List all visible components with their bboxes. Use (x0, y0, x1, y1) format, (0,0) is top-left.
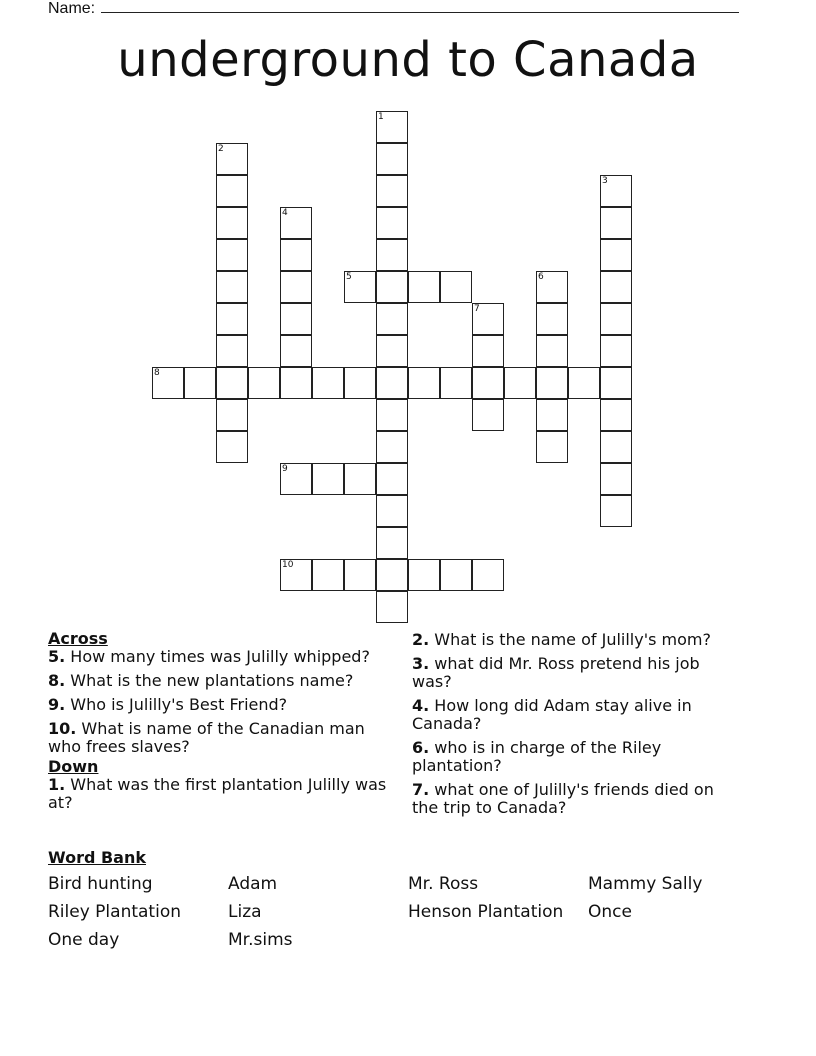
clue-number-label: 1. (48, 775, 66, 794)
clue-item (412, 697, 742, 733)
crossword-cell[interactable] (440, 559, 472, 591)
crossword-cell[interactable] (408, 271, 440, 303)
clue-number-label: 9. (48, 695, 66, 714)
clue-item (412, 655, 742, 691)
crossword-cell[interactable] (280, 303, 312, 335)
crossword-cell[interactable] (376, 239, 408, 271)
clue-text: Who is Julilly's Best Friend? (65, 695, 288, 714)
crossword-cell[interactable] (376, 463, 408, 495)
crossword-cell[interactable] (536, 335, 568, 367)
crossword-cell[interactable] (376, 271, 408, 303)
clue-text: What is the name of Julilly's mom? (429, 630, 711, 649)
clue-number-label: 5. (48, 647, 66, 666)
down-heading: Down (48, 757, 99, 776)
clue-number-label: 6. (412, 738, 430, 757)
crossword-cell[interactable] (472, 559, 504, 591)
crossword-cell[interactable] (600, 495, 632, 527)
crossword-cell[interactable] (376, 495, 408, 527)
clue-item (48, 672, 393, 690)
crossword-cell[interactable] (600, 239, 632, 271)
crossword-cell[interactable] (472, 367, 504, 399)
crossword-cell[interactable] (600, 367, 632, 399)
clue-item (412, 781, 742, 817)
crossword-cell[interactable] (312, 367, 344, 399)
crossword-cell[interactable] (312, 559, 344, 591)
crossword-cell[interactable] (344, 367, 376, 399)
crossword-cell[interactable] (600, 335, 632, 367)
word-bank-item: Riley Plantation (48, 902, 181, 922)
name-label: Name: (48, 0, 96, 17)
clue-number-label: 2. (412, 630, 430, 649)
crossword-cell[interactable] (344, 559, 376, 591)
crossword-cell[interactable] (312, 463, 344, 495)
clue-number-label: 4. (412, 696, 430, 715)
crossword-cell[interactable] (536, 303, 568, 335)
clue-item (412, 631, 742, 649)
crossword-cell[interactable] (216, 399, 248, 431)
crossword-cell[interactable] (600, 463, 632, 495)
clues-right-column (412, 631, 742, 823)
clue-item (48, 720, 393, 756)
crossword-cell[interactable] (280, 335, 312, 367)
crossword-cell[interactable] (536, 367, 568, 399)
crossword-cell[interactable] (376, 175, 408, 207)
clue-number: 2 (218, 144, 224, 154)
crossword-cell[interactable] (216, 303, 248, 335)
crossword-cell[interactable] (184, 367, 216, 399)
crossword-cell[interactable] (216, 335, 248, 367)
clue-number: 5 (346, 272, 352, 282)
clue-number-label: 10. (48, 719, 77, 738)
puzzle-title: underground to Canada (117, 32, 699, 88)
crossword-cell[interactable] (600, 399, 632, 431)
crossword-cell[interactable] (216, 175, 248, 207)
crossword-cell[interactable] (216, 271, 248, 303)
word-bank-item: Mr. Ross (408, 874, 479, 894)
crossword-cell[interactable] (216, 367, 248, 399)
crossword-cell[interactable] (600, 431, 632, 463)
crossword-cell[interactable] (408, 559, 440, 591)
clue-text: what did Mr. Ross pretend his job was? (412, 654, 700, 691)
word-bank-item: Henson Plantation (408, 902, 564, 922)
clue-text: What is the new plantations name? (65, 671, 354, 690)
crossword-cell[interactable] (376, 143, 408, 175)
word-bank-item: Adam (228, 874, 278, 894)
clue-item (48, 696, 393, 714)
crossword-cell[interactable] (376, 431, 408, 463)
clue-item (48, 648, 393, 666)
clue-item (412, 739, 742, 775)
crossword-cell[interactable] (472, 335, 504, 367)
crossword-cell[interactable] (472, 399, 504, 431)
crossword-cell[interactable] (376, 207, 408, 239)
clue-number: 1 (378, 112, 384, 122)
across-clue-list (48, 648, 393, 756)
crossword-cell[interactable] (600, 303, 632, 335)
crossword-cell[interactable] (504, 367, 536, 399)
crossword-cell[interactable] (408, 367, 440, 399)
crossword-cell[interactable] (376, 591, 408, 623)
crossword-cell[interactable] (280, 367, 312, 399)
clue-number: 6 (538, 272, 544, 282)
clue-item (48, 776, 393, 812)
crossword-cell[interactable] (568, 367, 600, 399)
word-bank-item: Liza (228, 902, 262, 922)
crossword-cell[interactable] (536, 399, 568, 431)
crossword-cell[interactable] (216, 431, 248, 463)
clue-number: 7 (474, 304, 480, 314)
across-heading: Across (48, 629, 108, 648)
crossword-cell[interactable] (376, 367, 408, 399)
crossword-cell[interactable] (280, 271, 312, 303)
word-bank-item: One day (48, 930, 120, 950)
clues-left-column (48, 630, 393, 818)
crossword-cell[interactable] (376, 303, 408, 335)
clue-number-label: 8. (48, 671, 66, 690)
word-bank-item: Mammy Sally (588, 874, 703, 894)
down-clue-list (48, 776, 393, 812)
crossword-cell[interactable] (248, 367, 280, 399)
clue-number: 9 (282, 464, 288, 474)
crossword-cell[interactable] (376, 527, 408, 559)
clue-text: What is name of the Canadian man who frees slaves? (48, 719, 365, 756)
crossword-cell[interactable] (344, 463, 376, 495)
crossword-cell[interactable] (280, 239, 312, 271)
crossword-cell[interactable] (216, 239, 248, 271)
crossword-cell[interactable] (376, 559, 408, 591)
word-bank-item: Mr.sims (228, 930, 293, 950)
crossword-cell[interactable] (440, 271, 472, 303)
clue-number: 3 (602, 176, 608, 186)
clue-text: How long did Adam stay alive in Canada? (412, 696, 692, 733)
clue-text: How many times was Julilly whipped? (65, 647, 370, 666)
crossword-cell[interactable] (536, 431, 568, 463)
crossword-cell[interactable] (376, 399, 408, 431)
crossword-cell[interactable] (376, 335, 408, 367)
crossword-cell[interactable] (600, 271, 632, 303)
clue-number: 10 (282, 560, 294, 570)
clue-number: 4 (282, 208, 288, 218)
word-bank-item: Bird hunting (48, 874, 153, 894)
clue-number-label: 3. (412, 654, 430, 673)
crossword-cell[interactable] (440, 367, 472, 399)
clue-text: What was the first plantation Julilly was at? (48, 775, 387, 812)
down-clue-list-continued (412, 631, 742, 817)
crossword-cell[interactable] (216, 207, 248, 239)
clue-number: 8 (154, 368, 160, 378)
clue-text: who is in charge of the Riley plantation? (412, 738, 662, 775)
word-bank-title: Word Bank (48, 848, 147, 867)
word-bank-item: Once (588, 902, 632, 922)
crossword-cell[interactable] (600, 207, 632, 239)
clue-number-label: 7. (412, 780, 430, 799)
clue-text: what one of Julilly's friends died on the trip to Canada? (412, 780, 714, 817)
